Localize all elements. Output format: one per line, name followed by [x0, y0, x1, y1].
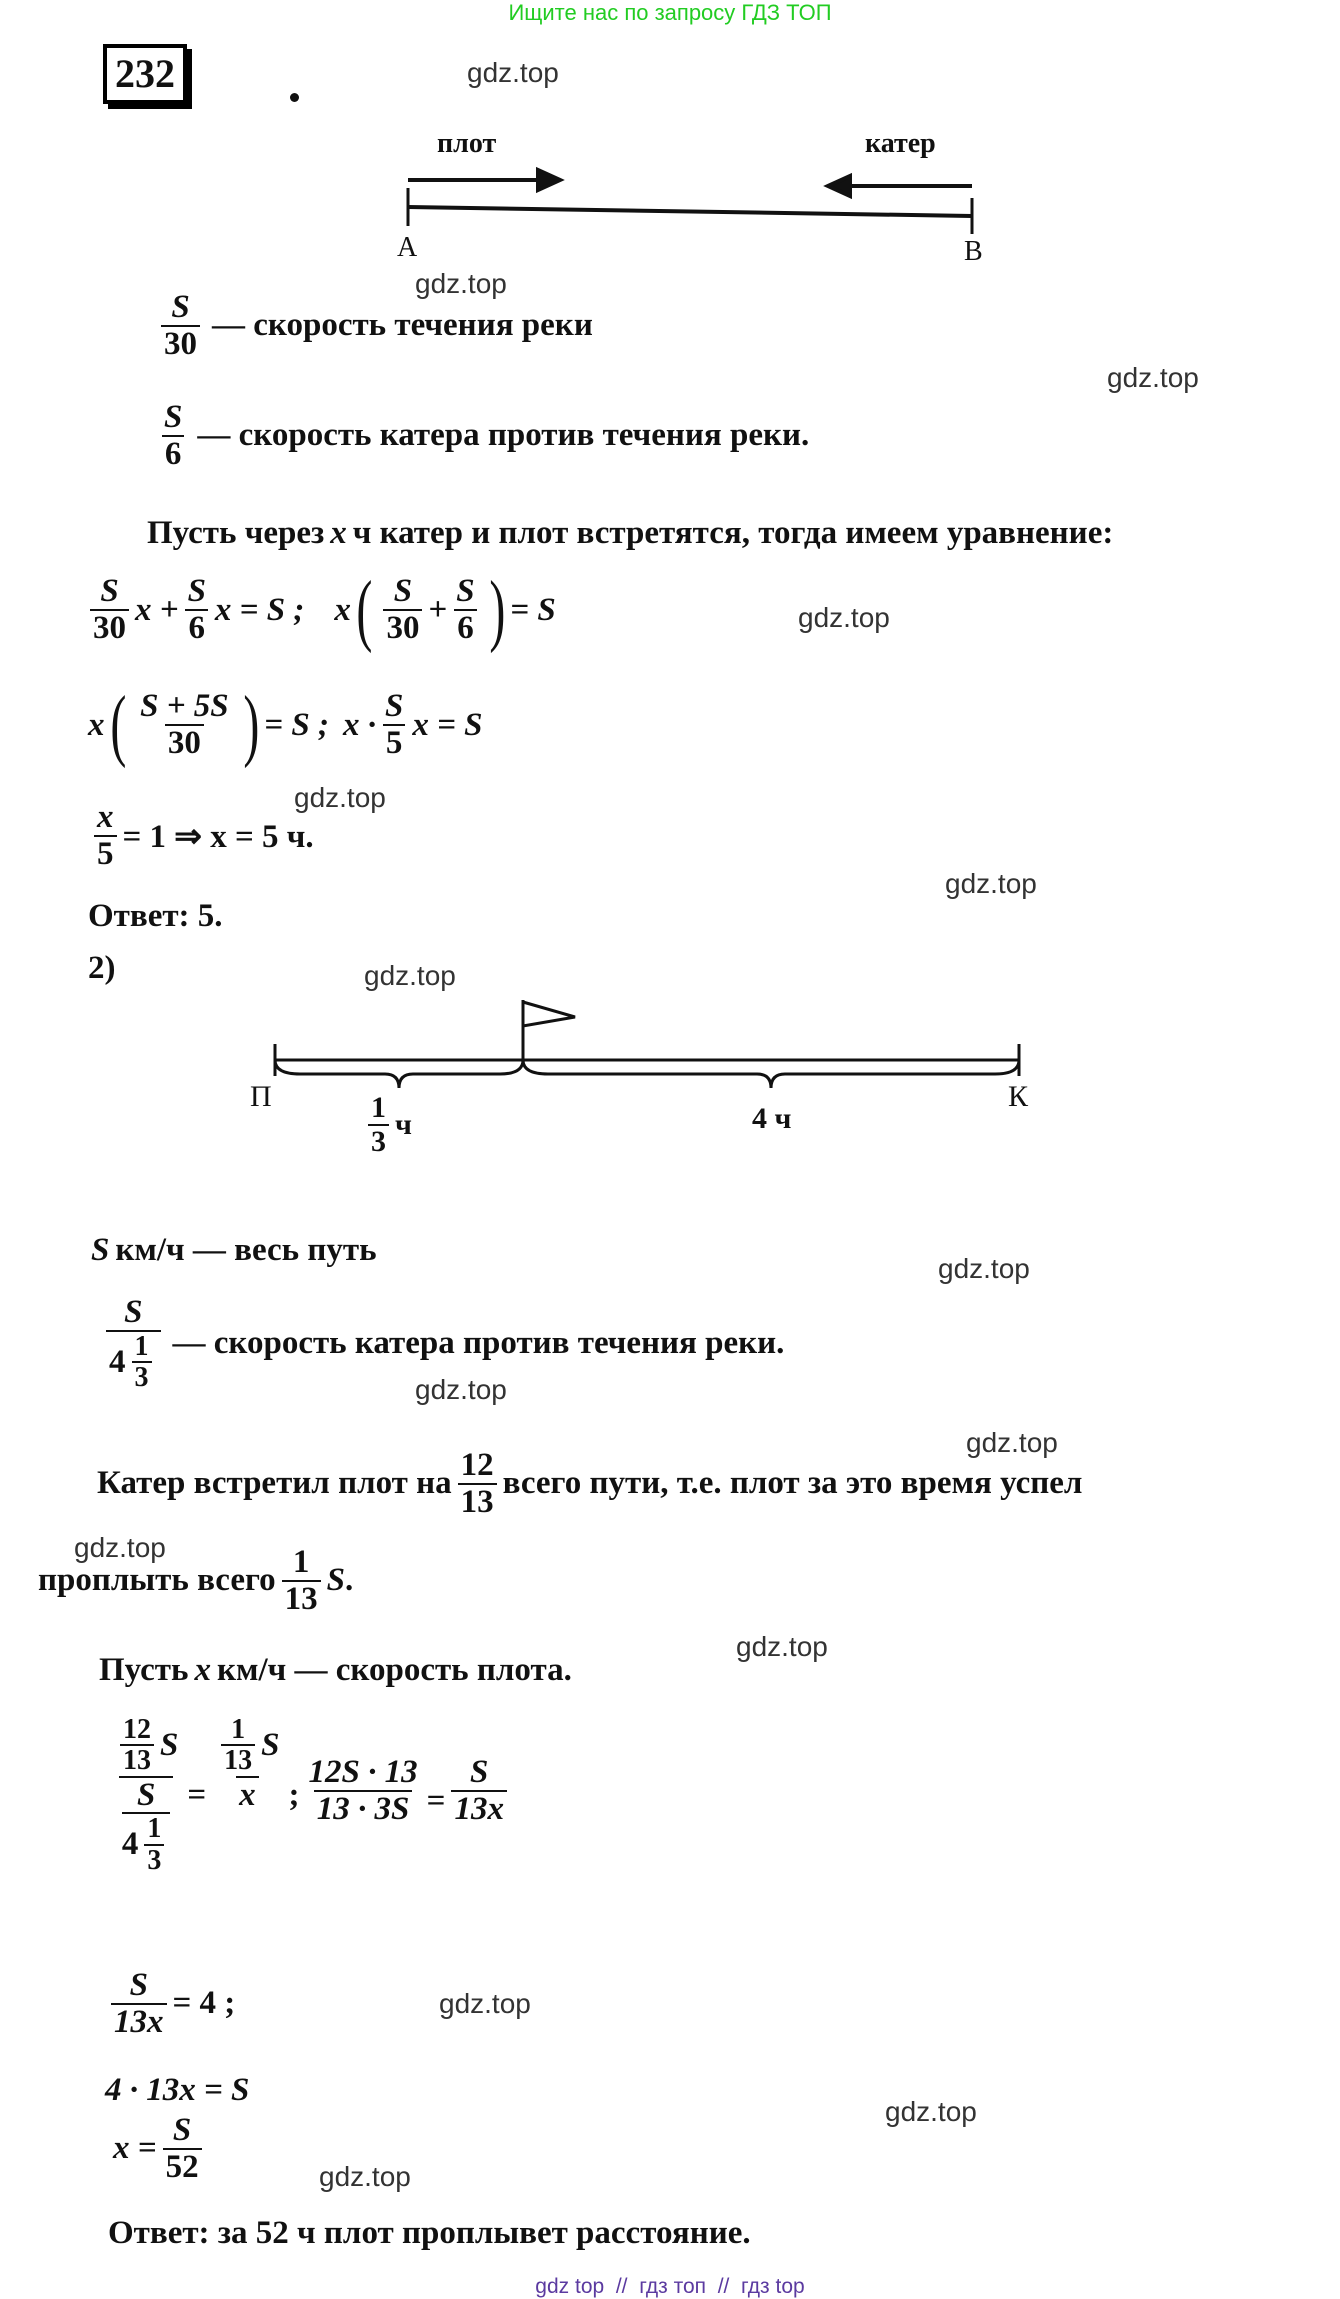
segment-ab — [408, 207, 972, 216]
footer-links[interactable]: gdz top // гдз топ // гдз top — [535, 2275, 805, 2298]
let-statement: Пусть через x ч катер и плот встретятся, тогда имеем уравнение: — [147, 515, 1114, 551]
time-2: 4 ч — [752, 1102, 792, 1135]
watermark: gdz.top — [294, 782, 386, 813]
watermark: gdz.top — [1107, 362, 1199, 393]
watermark: gdz.top — [798, 602, 890, 633]
watermark: gdz.top — [415, 268, 507, 299]
watermark: gdz.top — [467, 57, 559, 88]
label-b: B — [964, 236, 983, 267]
watermark: gdz.top — [945, 868, 1037, 899]
equation-4: $\frac{12}{13}$ S S 4 $\frac{1}{3}$ = $\frac{1}{13}$ S x ; $\frac{12S \cdot 13}{13 \cdot 3S}$ = $\frac{S}{13x}$ — [105, 1715, 513, 1875]
watermark: gdz.top — [966, 1427, 1058, 1458]
time-1: $\frac{1}{3}$ ч — [362, 1092, 412, 1157]
equation-5: $\frac{S}{13x}$ = 4 ; — [105, 1968, 235, 2039]
watermark: gdz.top — [364, 960, 456, 991]
part-2-label: 2) — [88, 950, 116, 986]
label-boat: катер — [865, 128, 936, 159]
meeting-line: Катер встретил плот на $\frac{12}{13}$ всего пути, т.е. плот за это время успел — [97, 1447, 1083, 1520]
watermark: gdz.top — [74, 1532, 166, 1563]
raft-speed-let: Пусть x км/ч — скорость плота. — [99, 1652, 572, 1688]
raft-distance-line: проплыть всего $\frac{1}{13}$ S . — [38, 1544, 354, 1617]
label-p: П — [250, 1080, 272, 1113]
motion-diagram — [0, 0, 1340, 300]
label-a: A — [397, 232, 418, 263]
answer-2: Ответ: за 52 ч плот проплывет расстояние. — [108, 2215, 751, 2251]
label-raft: плот — [437, 128, 497, 159]
watermark: gdz.top — [415, 1374, 507, 1405]
boat-speed-line-2: S 4 $\frac{1}{3}$ — скорость катера против течения реки. — [100, 1295, 790, 1392]
watermark: gdz.top — [938, 1253, 1030, 1284]
boat-arrow — [828, 176, 972, 196]
answer-1: Ответ: 5. — [88, 898, 223, 934]
problem-number: 232 — [103, 44, 187, 104]
equation-3: $\frac{x}{5}$ = 1 ⇒ x = 5 ч. — [88, 800, 314, 871]
equation-7: x = $\frac{S}{52}$ — [113, 2113, 208, 2184]
brace-2 — [523, 1060, 1019, 1088]
watermark: gdz.top — [439, 1988, 531, 2019]
boat-speed-line: $\frac{S}{6}$ — скорость катера против течения реки. — [155, 400, 815, 471]
brace-1 — [275, 1060, 523, 1088]
route-diagram — [0, 980, 1340, 1110]
river-speed-line: $\frac{S}{30}$ — скорость течения реки — [155, 290, 599, 361]
path-line: S км/ч — весь путь — [91, 1232, 377, 1268]
watermark: gdz.top — [885, 2096, 977, 2127]
equation-1: $\frac{S}{30}$ x + $\frac{S}{6}$ x = S ; x ( $\frac{S}{30}$ + $\frac{S}{6}$ ) = S — [84, 570, 556, 650]
equation-6: 4 · 13x = S — [105, 2072, 250, 2108]
watermark: gdz.top — [319, 2161, 411, 2192]
label-k: К — [1008, 1080, 1029, 1113]
flag-icon — [523, 1002, 575, 1026]
watermark: gdz.top — [736, 1631, 828, 1662]
search-banner[interactable]: Ищите нас по запросу ГДЗ ТОП — [508, 0, 832, 25]
equation-2: x ( $\frac{S + 5S}{30}$ ) = S ; x · $\frac{S}{5}$ x = S — [88, 681, 483, 769]
raft-arrow — [408, 170, 560, 190]
